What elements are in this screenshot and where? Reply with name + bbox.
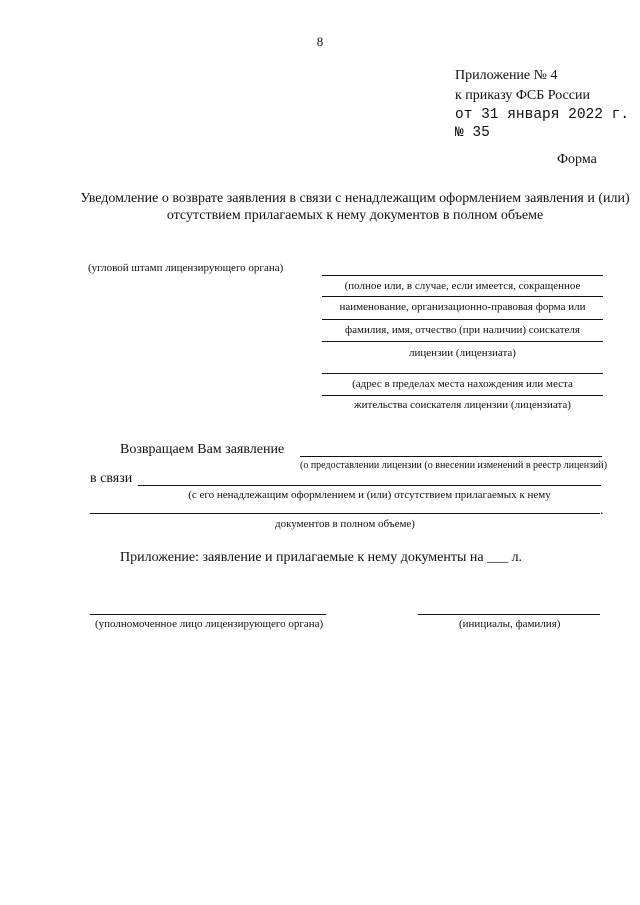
reason-field-line <box>138 485 601 486</box>
address-caption-1: (адрес в пределах места нахождения или места <box>352 378 573 390</box>
return-field-line <box>300 456 602 457</box>
applicant-caption-2: наименование, организационно-правовая форма или <box>339 301 586 313</box>
page-number: 8 <box>316 34 324 49</box>
reason-caption: (с его ненадлежащим оформлением и (или) отсутствием прилагаемых к нему <box>188 489 551 501</box>
return-text: Возвращаем Вам заявление <box>120 442 285 457</box>
reason-caption-2: документов в полном объеме) <box>275 518 415 530</box>
form-label: Форма <box>557 152 597 167</box>
address-caption-2: жительства соискателя лицензии (лицензиата) <box>354 399 571 411</box>
appendix-line-1: Приложение № 4 <box>455 68 558 83</box>
stamp-caption: (угловой штамп лицензирующего органа) <box>88 262 284 274</box>
address-line <box>322 373 603 374</box>
applicant-caption-4: лицензии (лицензиата) <box>409 347 516 359</box>
document-title: Уведомление о возврате заявления в связи с ненадлежащим оформлением заявления и (или) отсутствием прилагаемых к нему документов в полном объеме <box>80 191 630 223</box>
signature-line-right <box>418 614 600 615</box>
appendix-line-4: № 35 <box>455 125 490 141</box>
signature-line-left <box>90 614 326 615</box>
reason-field-line-2 <box>90 513 600 514</box>
applicant-name-line <box>322 275 603 276</box>
applicant-name-line <box>322 296 603 297</box>
appendix-line-3: от 31 января 2022 г. <box>455 107 630 123</box>
signature-caption-left: (уполномоченное лицо лицензирующего органа) <box>95 618 324 630</box>
in-connection-text: в связи <box>90 471 133 486</box>
attachment-text: Приложение: заявление и прилагаемые к нему документы на ___ л. <box>120 550 523 565</box>
applicant-caption-3: фамилия, имя, отчество (при наличии) соискателя <box>345 324 580 336</box>
applicant-name-line <box>322 341 603 342</box>
signature-caption-right: (инициалы, фамилия) <box>459 618 561 630</box>
address-line <box>322 395 603 396</box>
applicant-caption-1: (полное или, в случае, если имеется, сокращенное <box>344 280 581 292</box>
appendix-line-2: к приказу ФСБ России <box>455 88 590 103</box>
return-caption: (о предоставлении лицензии (о внесении изменений в реестр лицензий) <box>300 460 608 471</box>
period-mark: . <box>600 503 604 518</box>
applicant-name-line <box>322 319 603 320</box>
